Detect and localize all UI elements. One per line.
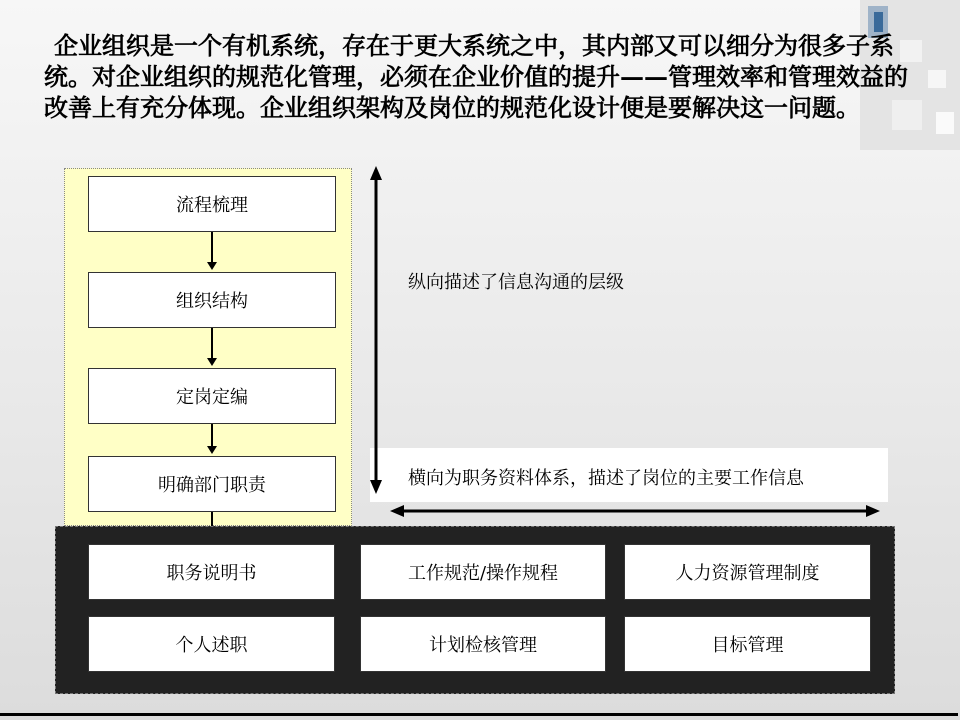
doc-hr-policy: 人力资源管理制度 <box>624 544 871 600</box>
vertical-double-arrow <box>370 166 382 494</box>
doc-work-standards: 工作规范/操作规程 <box>360 544 606 600</box>
intro-paragraph: 企业组织是一个有机系统，存在于更大系统之中，其内部又可以细分为很多子系统。对企业组织的规范化管理，必须在企业价值的提升——管理效率和管理效益的改善上有充分体现。企业组织架构及岗位的规范化设计便是要解决这一问题。 <box>44 31 908 122</box>
flow-step-org-structure: 组织结构 <box>88 272 336 328</box>
horizontal-note: 横向为职务资料体系，描述了岗位的主要工作信息 <box>408 468 804 489</box>
doc-goal-management: 目标管理 <box>624 616 871 672</box>
doc-job-description: 职务说明书 <box>88 544 335 600</box>
doc-plan-review: 计划检核管理 <box>360 616 606 672</box>
doc-personal-report: 个人述职 <box>88 616 335 672</box>
vertical-note: 纵向描述了信息沟通的层级 <box>408 272 624 293</box>
horizontal-double-arrow <box>390 505 880 517</box>
flow-step-process-review: 流程梳理 <box>88 176 336 232</box>
flow-step-dept-duties: 明确部门职责 <box>88 456 336 512</box>
flow-step-staffing: 定岗定编 <box>88 368 336 424</box>
